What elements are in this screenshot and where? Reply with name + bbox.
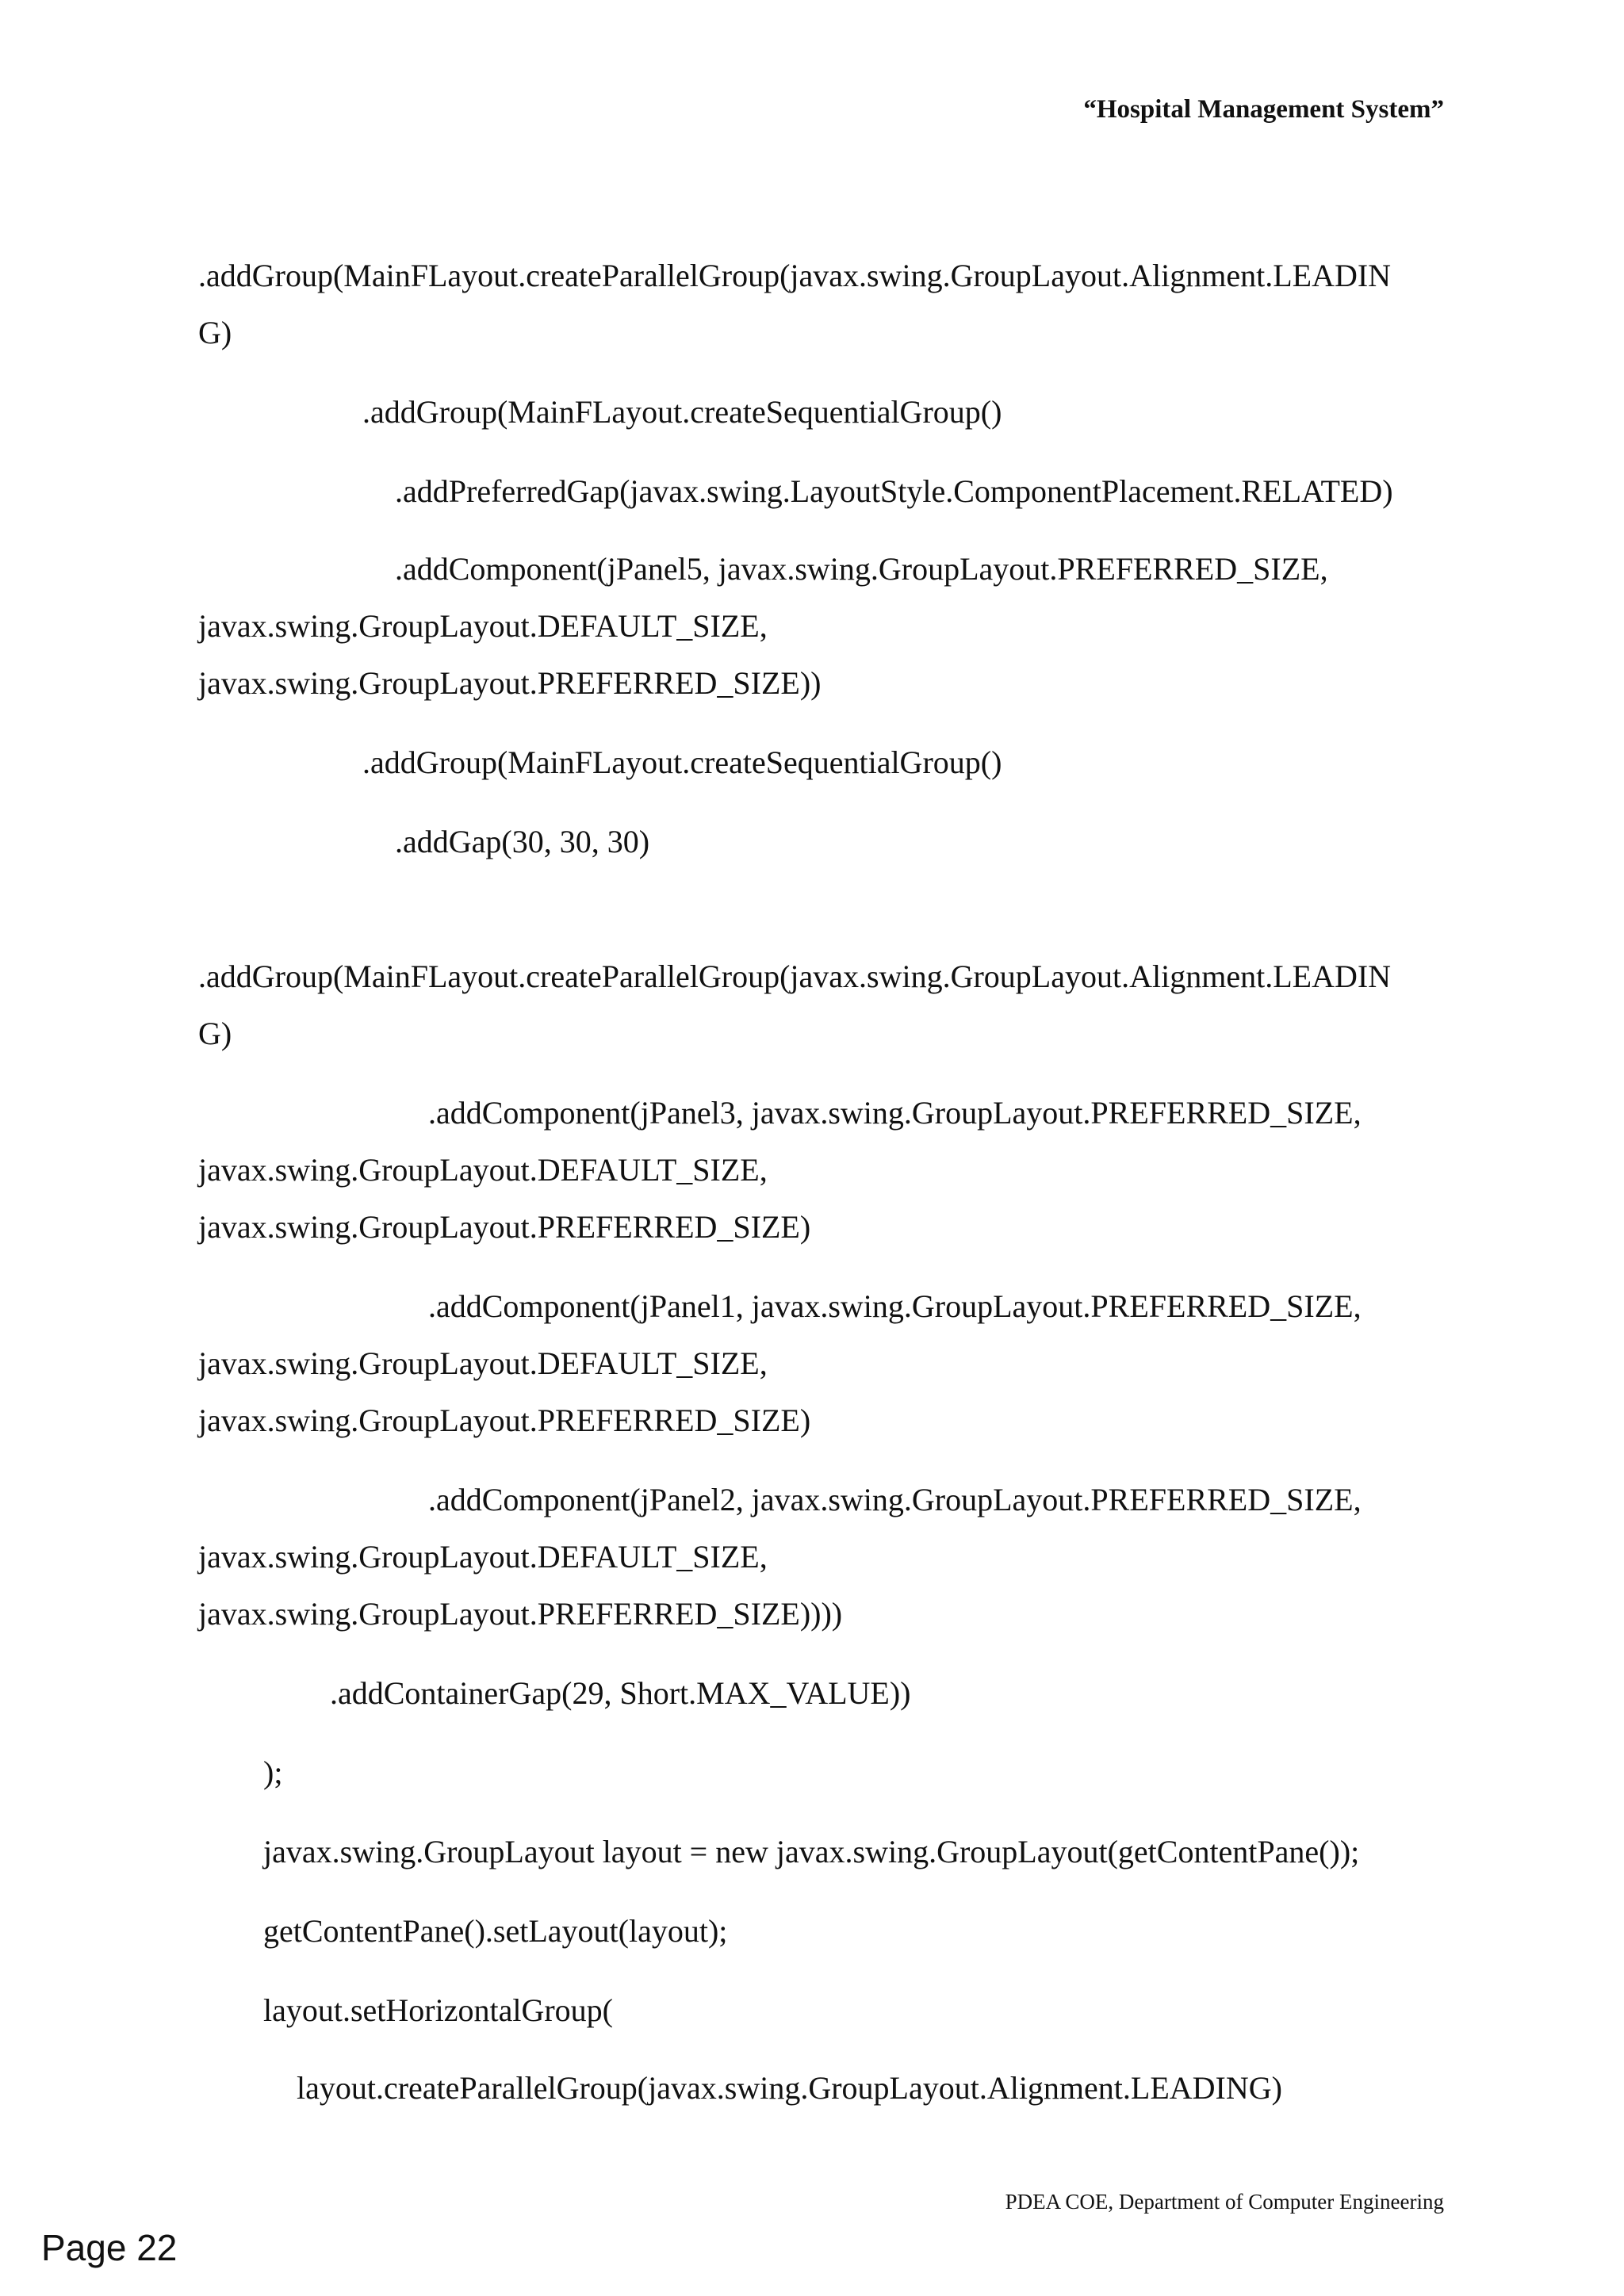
code-line-8: .addGroup(MainFLayout.createSequentialGroup() [362, 744, 1002, 780]
code-line-23: javax.swing.GroupLayout layout = new javax.swing.GroupLayout(getContentPane()); [263, 1834, 1360, 1869]
code-line-3: .addGroup(MainFLayout.createSequentialGroup() [362, 394, 1002, 430]
page-number: Page 22 [41, 2227, 178, 2268]
code-line-19: javax.swing.GroupLayout.DEFAULT_SIZE, [198, 1539, 768, 1575]
code-line-11: G) [198, 1016, 232, 1051]
header-title: “Hospital Management System” [1083, 95, 1444, 124]
code-line-21: .addContainerGap(29, Short.MAX_VALUE)) [330, 1675, 911, 1711]
code-line-2: G) [198, 315, 232, 350]
code-line-7: javax.swing.GroupLayout.PREFERRED_SIZE)) [198, 665, 822, 701]
code-line-9: .addGap(30, 30, 30) [395, 824, 650, 859]
code-line-20: javax.swing.GroupLayout.PREFERRED_SIZE)))) [198, 1596, 843, 1632]
code-line-10: .addGroup(MainFLayout.createParallelGroup(javax.swing.GroupLayout.Alignment.LEADIN [198, 959, 1392, 994]
code-line-22: ); [263, 1755, 283, 1790]
code-line-26: layout.createParallelGroup(javax.swing.GroupLayout.Alignment.LEADING) [297, 2070, 1282, 2106]
code-line-13: javax.swing.GroupLayout.DEFAULT_SIZE, [198, 1152, 768, 1188]
code-line-15: .addComponent(jPanel1, javax.swing.GroupLayout.PREFERRED_SIZE, [428, 1288, 1362, 1324]
code-line-1: .addGroup(MainFLayout.createParallelGroup(javax.swing.GroupLayout.Alignment.LEADIN [198, 258, 1392, 293]
code-line-17: javax.swing.GroupLayout.PREFERRED_SIZE) [198, 1402, 811, 1438]
code-line-12: .addComponent(jPanel3, javax.swing.GroupLayout.PREFERRED_SIZE, [428, 1095, 1362, 1131]
code-line-4: .addPreferredGap(javax.swing.LayoutStyle.ComponentPlacement.RELATED) [395, 473, 1393, 509]
code-line-16: javax.swing.GroupLayout.DEFAULT_SIZE, [198, 1345, 768, 1381]
code-line-24: getContentPane().setLayout(layout); [263, 1913, 728, 1949]
code-line-6: javax.swing.GroupLayout.DEFAULT_SIZE, [198, 608, 768, 644]
code-line-18: .addComponent(jPanel2, javax.swing.GroupLayout.PREFERRED_SIZE, [428, 1482, 1362, 1517]
footer-department: PDEA COE, Department of Computer Engineering [1005, 2190, 1444, 2214]
code-line-5: .addComponent(jPanel5, javax.swing.GroupLayout.PREFERRED_SIZE, [395, 551, 1328, 587]
code-line-14: javax.swing.GroupLayout.PREFERRED_SIZE) [198, 1209, 811, 1245]
code-line-25: layout.setHorizontalGroup( [263, 1992, 613, 2028]
